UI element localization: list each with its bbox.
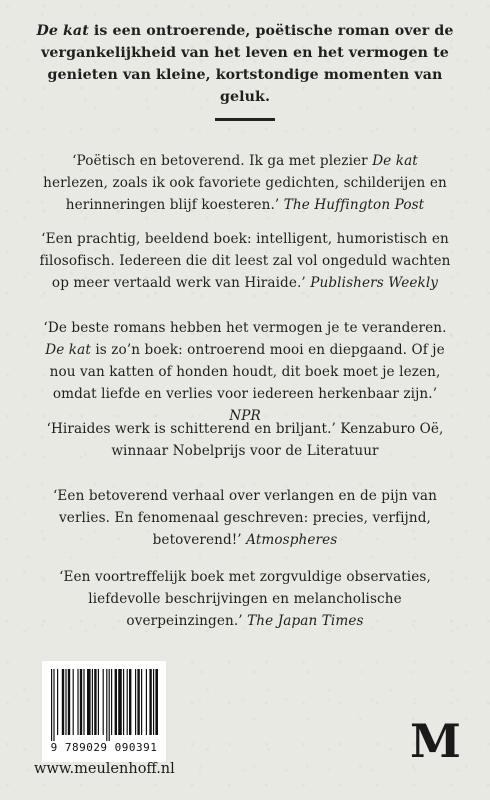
blurb-line-2: vergankelijkheid van het leven en het vermogen te	[41, 45, 449, 61]
review-quote-4	[35, 418, 455, 462]
publisher-website: www.meulenhoff.nl	[34, 761, 175, 777]
barcode-bar	[65, 669, 66, 735]
quote-text: omdat liefde en verlies voor iedereen herkenbaar zijn.’	[52, 386, 438, 402]
barcode-bar	[51, 669, 52, 741]
isbn-number: 9 789029 090391	[50, 741, 158, 754]
barcode-bar	[103, 669, 104, 735]
quote-text: ‘Een voortreffelijk boek met zorgvuldige observaties,	[59, 569, 431, 585]
barcode-bar	[53, 669, 54, 741]
barcode-bar	[111, 669, 112, 735]
barcode-bar	[123, 669, 124, 735]
barcode-bar	[77, 669, 78, 735]
barcode-bar	[141, 669, 142, 735]
quote-text: op meer vertaald werk van Hiraide.’	[51, 275, 311, 291]
barcode-bar	[137, 669, 139, 735]
quote-text: herinneringen blijf koesteren.’	[65, 197, 284, 213]
quote-text: winnaar Nobelprijs voor de Literatuur	[111, 443, 379, 459]
quote-source: The Japan Times	[247, 613, 364, 629]
quote-text: ‘De beste romans hebben het vermogen je te veranderen.	[43, 320, 447, 336]
barcode-bar	[62, 669, 64, 735]
quote-text: betoverend!’	[152, 532, 247, 548]
quote-book-title: De kat	[45, 342, 91, 358]
quote-source: The Huffington Post	[283, 197, 425, 213]
barcode-bar	[127, 669, 128, 735]
quote-text: filosofisch. Iedereen die dit leest zal vol ongeduld wachten	[39, 253, 451, 269]
isbn-barcode	[42, 661, 166, 762]
quote-text: ‘Een betoverend verhaal over verlangen en de pijn van	[52, 488, 437, 504]
publisher-logo: M	[410, 714, 461, 768]
divider	[215, 118, 275, 121]
quote-book-title: De kat	[372, 153, 418, 169]
book-blurb	[30, 20, 460, 108]
barcode-bar	[92, 669, 93, 735]
blurb-line-1: is een ontroerende, poëtische roman over de	[88, 23, 454, 39]
barcode-bar	[68, 669, 70, 735]
barcode-bar	[57, 669, 58, 735]
quote-source: Publishers Weekly	[310, 275, 439, 291]
barcode-bar	[146, 669, 147, 735]
review-quote-3	[35, 317, 455, 427]
quote-text: is zo’n boek: ontroerend mooi en diepgaand. Of je	[90, 342, 445, 358]
barcode-bar	[94, 669, 96, 735]
quote-text: ‘Poëtisch en betoverend. Ik ga met plezier	[72, 153, 373, 169]
barcode-bar	[115, 669, 117, 735]
barcode-bar	[135, 669, 136, 735]
quote-source: Atmospheres	[246, 532, 338, 548]
barcode-bar	[73, 669, 74, 735]
review-quote-1	[35, 150, 455, 216]
barcode-bar	[83, 669, 84, 735]
quote-text: ‘Hiraides werk is schitterend en briljant.’ Kenzaburo Oë,	[46, 421, 444, 437]
review-quote-6	[35, 566, 455, 632]
quote-text: ‘Een prachtig, beeldend boek: intelligent, humoristisch en	[41, 231, 449, 247]
review-quote-2	[35, 228, 455, 294]
barcode-bar	[109, 669, 110, 741]
barcode-bar	[106, 669, 107, 741]
quote-text: overpeinzingen.’	[126, 613, 248, 629]
barcode-bar	[153, 669, 154, 735]
quote-text: herlezen, zoals ik ook favoriete gedichten, schilderijen en	[43, 175, 447, 191]
barcode-bar	[149, 669, 151, 735]
barcode-bar	[80, 669, 82, 735]
quote-text: verlies. En fenomenaal geschreven: precies, verfijnd,	[59, 510, 431, 526]
quote-text: nou van katten of honden houdt, dit boek moet je lezen,	[49, 364, 441, 380]
book-title: De kat	[36, 23, 89, 39]
barcode-bar	[129, 669, 131, 735]
barcode-bars	[50, 669, 158, 741]
barcode-bar	[98, 669, 99, 735]
barcode-bar	[155, 669, 158, 735]
blurb-line-3: genieten van kleine, kortstondige momenten van geluk.	[47, 67, 443, 105]
barcode-bar	[118, 669, 122, 735]
review-quote-5	[35, 485, 455, 551]
quote-text: liefdevolle beschrijvingen en melancholische	[88, 591, 402, 607]
barcode-bar	[87, 669, 91, 735]
quote-source: NPR	[229, 408, 261, 424]
